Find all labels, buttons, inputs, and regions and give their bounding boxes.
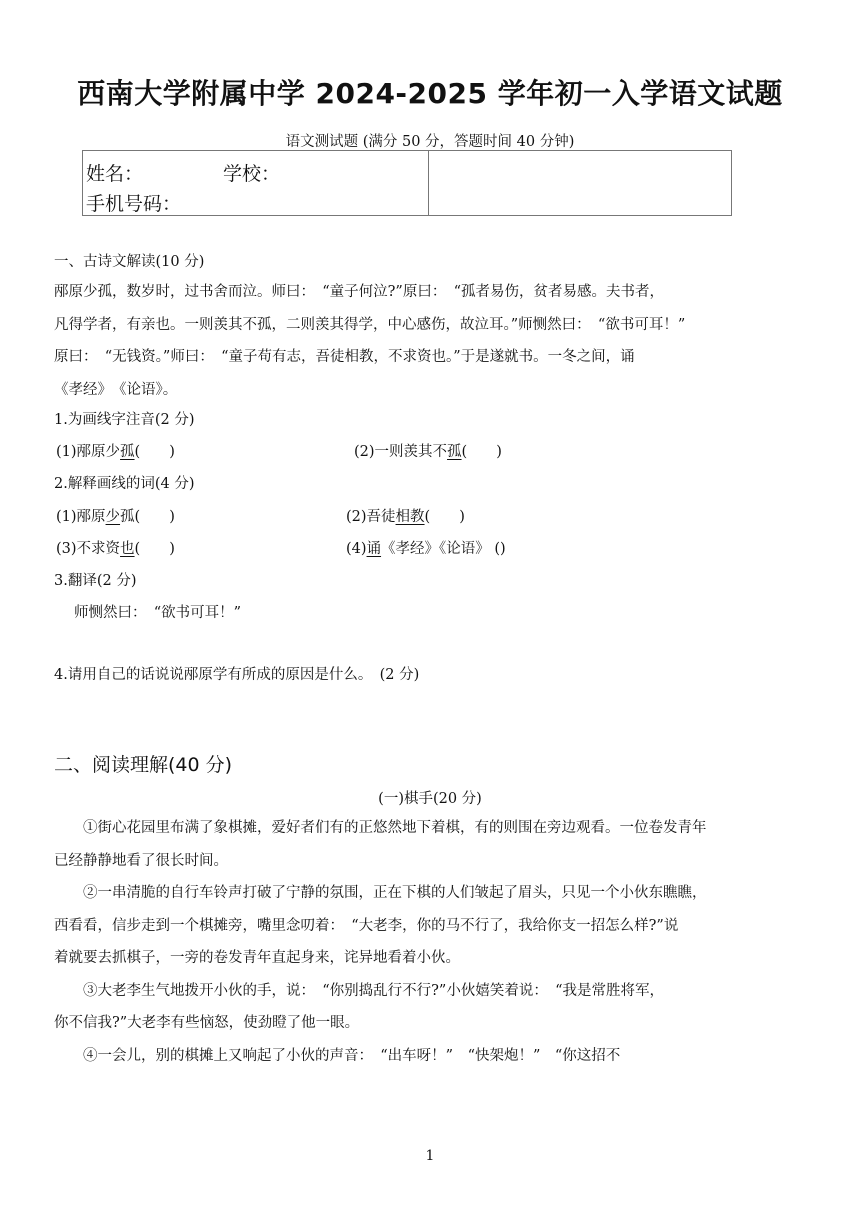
question-2-stem: 2.解释画线的词(4 分) [54, 476, 195, 492]
question-3-text: 师恻然曰： “欲书可耳！” [74, 605, 242, 621]
underlined-char: 孤 [447, 444, 462, 460]
underlined-word: 相教 [395, 509, 425, 525]
paragraph-line: ④一会儿，别的棋摊上又响起了小伙的声音： “出车呀！” “快架炮！” “你这招不 [83, 1047, 621, 1064]
exam-subtitle: 语文测试题 (满分 50 分，答题时间 40 分钟) [285, 134, 575, 150]
question-3-stem: 3.翻译(2 分) [54, 573, 137, 589]
paragraph-line: 已经静静地看了很长时间。 [54, 852, 228, 869]
paragraph-line: ①街心花园里布满了象棋摊，爱好者们有的正悠然地下着棋，有的则围在旁边观看。一位卷发青年 [83, 820, 707, 836]
section1-heading: 一、古诗文解读(10 分) [54, 254, 205, 270]
classical-passage [54, 276, 810, 406]
section2-subheading: (一)棋手(20 分) [378, 791, 482, 807]
question-1b: (2)一则羡其不孤( ) [354, 444, 502, 460]
school-label: 学校： [223, 163, 281, 185]
paragraph-line: ②一串清脆的自行车铃声打破了宁静的氛围，正在下棋的人们皱起了眉头，只见一个小伙东瞧瞧， [83, 885, 707, 901]
paragraph-line: 西看看，信步走到一个棋摊旁，嘴里念叨着： “大老李，你的马不行了，我给你支一招怎么样?”说 [54, 917, 679, 934]
paragraph-line: 着就要去抓棋子，一旁的卷发青年直起身来，诧异地看着小伙。 [54, 950, 460, 966]
passage-line: 原曰： “无钱资。”师曰： “童子苟有志，吾徒相教，不求资也。”于是遂就书。一冬之间，诵 [54, 349, 635, 365]
question-2a: (1)邴原少孤( ) [56, 509, 175, 525]
question-1-stem: 1.为画线字注音(2 分) [54, 412, 195, 428]
name-label: 姓名： [86, 163, 144, 185]
question-4-stem: 4.请用自己的话说说邴原学有所成的原因是什么。 (2 分) [54, 667, 420, 683]
underlined-word: 少 [105, 509, 121, 525]
passage-line: 凡得学者，有亲也。一则羡其不孤，二则羡其得学，中心感伤，故泣耳。”师恻然曰： “欲书可耳！” [54, 316, 686, 333]
underlined-word: 诵 [366, 541, 382, 557]
passage-line: 邴原少孤，数岁时，过书舍而泣。师曰： “童子何泣?”原曰： “孤者易伤，贫者易感。夫书者， [54, 284, 665, 300]
paragraph-line: 你不信我?”大老李有些恼怒，使劲瞪了他一眼。 [54, 1015, 360, 1031]
info-row-1 [86, 159, 280, 186]
paragraph-line: ③大老李生气地拨开小伙的手，说： “你别捣乱行不行?”小伙嬉笑着说： “我是常胜将军， [83, 982, 665, 999]
passage-line: 《孝经》 《论语》。 [54, 381, 178, 398]
question-2d: (4)诵《孝经》《论语》 () [346, 541, 506, 557]
page-number: 1 [425, 1148, 435, 1164]
info-table-divider [428, 151, 429, 215]
student-info-table [82, 150, 732, 216]
question-1a: (1)邴原少孤( ) [56, 444, 175, 460]
underlined-char: 孤 [120, 444, 135, 460]
reading-passage [54, 812, 810, 1072]
phone-label: 手机号码： [86, 193, 182, 215]
question-2b: (2)吾徒相教( ) [346, 509, 465, 525]
question-2c: (3)不求资也( ) [56, 541, 175, 557]
section2-heading: 二、阅读理解(40 分) [54, 754, 233, 776]
page-title: 西南大学附属中学 2024-2025 学年初一入学语文试题 [77, 77, 783, 110]
underlined-word: 也 [120, 541, 135, 557]
